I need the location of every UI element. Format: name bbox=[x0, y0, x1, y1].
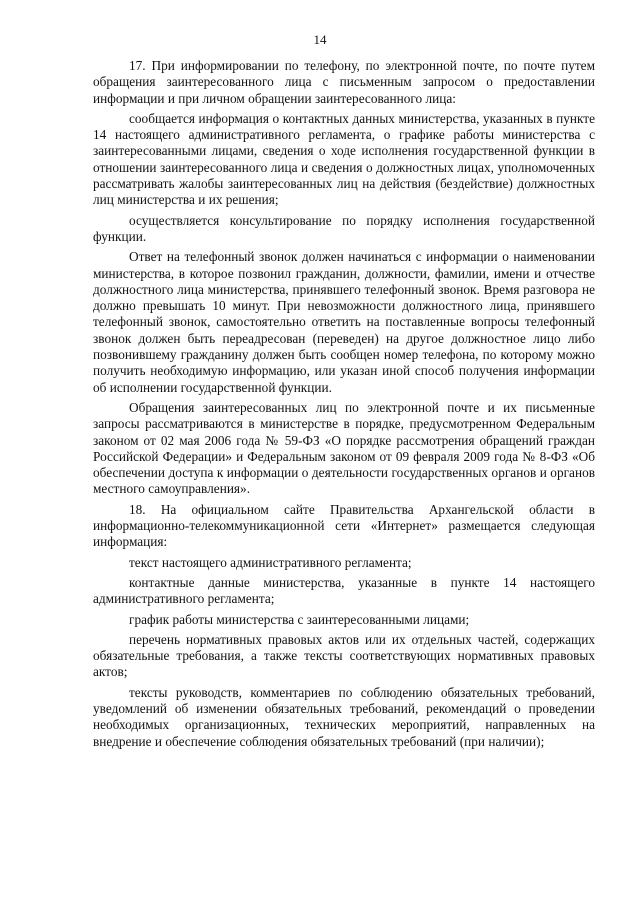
paragraph-contact-info: сообщается информация о контактных данных министерства, указанных в пункте 14 настоящего административного регламента, о графике работы министерства с заинтересованными лицами, сведения о ходе исполнения государственной функции в отношении заинтересованного лица и сведения о должностных лицах, уполномоченных рассматривать жалобы заинтересованных лиц на действия (бездействие) должностных лиц министерства и их решения; bbox=[93, 110, 595, 208]
list-item-regulation-text: текст настоящего административного регламента; bbox=[129, 554, 412, 570]
list-item-legal-acts: перечень нормативных правовых актов или их отдельных частей, содержащих обязательные требования, а также тексты соответствующих нормативных правовых актов; bbox=[93, 631, 595, 680]
list-item-guidance-texts: тексты руководств, комментариев по соблюдению обязательных требований, уведомлений об изменении обязательных требований, рекомендаций о проведении необходимых организационных, технических мероприятий, направленных на внедрение и обеспечение соблюдения обязательных требований (при наличии); bbox=[93, 684, 595, 749]
paragraph-consulting: осуществляется консультирование по порядку исполнения государственной функции. bbox=[93, 212, 595, 244]
paragraph-email-requests: Обращения заинтересованных лиц по электронной почте и их письменные запросы рассматриваются в министерстве в порядке, предусмотренном Федеральным законом от 02 мая 2006 года № 59-ФЗ «О порядке рассмотрения обращений граждан Российской Федерации» и Федеральным законом от 09 февраля 2009 года № 8-ФЗ «Об обеспечении доступа к информации о деятельности государственных органов и органов местного самоуправления». bbox=[93, 399, 595, 497]
paragraph-18-intro: 18. На официальном сайте Правительства Архангельской области в информационно-телекоммуникационной сети «Интернет» размещается следующая информация: bbox=[93, 501, 595, 550]
list-item-contact-data: контактные данные министерства, указанные в пункте 14 настоящего административного регламента; bbox=[93, 574, 595, 607]
page-number: 14 bbox=[313, 32, 327, 47]
document-body bbox=[93, 58, 595, 750]
paragraph-17-intro: 17. При информировании по телефону, по электронной почте, по почте путем обращения заинтересованного лица с письменным запросом о предоставлении информации и при личном обращении заинтересованного лица: bbox=[93, 58, 595, 106]
list-item-work-schedule: график работы министерства с заинтересованными лицами; bbox=[129, 611, 470, 627]
paragraph-phone-answer: Ответ на телефонный звонок должен начинаться с информации о наименовании министерства, в которое позвонил гражданин, должности, фамилии, имени и отчестве должностного лица министерства, принявшего телефонный звонок. Время разговора не должно превышать 10 минут. При невозможности должностного лица, принявшего телефонный звонок, самостоятельно ответить на поставленные вопросы телефонный звонок должен быть переадресован (переведен) на другое должностное лицо либо позвонившему гражданину должен быть сообщен номер телефона, по которому можно получить необходимую информацию, или указан иной способ получения информации об исполнении государственной функции. bbox=[93, 249, 595, 395]
